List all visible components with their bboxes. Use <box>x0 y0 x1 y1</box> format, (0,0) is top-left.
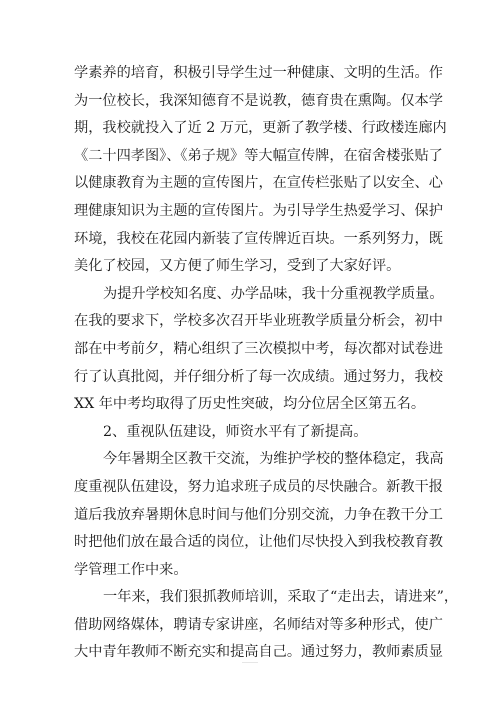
text-line: 为一位校长，我深知德育不是说教，德育贵在熏陶。仅本学 <box>74 92 443 109</box>
paragraph-start-line: 今年暑期全区教干交流，为维护学校的整体稳定，我高 <box>103 451 444 468</box>
text-line: 美化了校园，又方便了师生学习，受到了大家好评。 <box>74 258 401 275</box>
text-line: 部在中考前夕，精心组织了三次模拟中考，每次都对试卷进 <box>74 340 443 357</box>
text-line: 学管理工作中来。 <box>74 561 188 578</box>
text-line: 《二十四孝图》、《弟子规》等大幅宣传牌，在宿舍楼张贴了 <box>74 147 443 164</box>
text-line: 以健康教育为主题的宣传图片，在宣传栏张贴了以安全、心 <box>74 175 443 192</box>
text-line: 环境，我校在花园内新装了宣传牌近百块。一系列努力，既 <box>74 230 443 247</box>
text-line: 期，我校就投入了近 2 万元，更新了教学楼、行政楼连廊内 <box>74 120 447 137</box>
text-line: XX 年中考均取得了历史性突破，均分位居全区第五名。 <box>74 396 426 413</box>
text-line: 理健康知识为主题的宣传图片。为引导学生热爱学习、保护 <box>74 202 443 219</box>
text-line: 时把他们放在最合适的岗位，让他们尽快投入到我校教育教 <box>74 534 443 551</box>
paragraph-start-line: 为提升学校知名度、办学品味，我十分重视教学质量。 <box>103 285 444 302</box>
paragraph-start-line: 一年来，我们狠抓教师培训，采取了“走出去，请进来”， <box>103 589 459 606</box>
text-line: 度重视队伍建设，努力追求班子成员的尽快融合。新教干报 <box>74 478 443 495</box>
text-line: 在我的要求下，学校多次召开毕业班教学质量分析会，初中 <box>74 313 443 330</box>
section-heading: 2、重视队伍建设，师资水平有了新提高。 <box>103 423 368 440</box>
text-line: 道后我放弃暑期休息时间与他们分别交流，力争在教干分工 <box>74 506 443 523</box>
body-text <box>74 60 459 667</box>
text-line: 行了认真批阅，并仔细分析了每一次成绩。通过努力，我校 <box>74 368 443 385</box>
text-line: 学素养的培育，积极引导学生过一种健康、文明的生活。作 <box>74 65 443 81</box>
text-line: 借助网络媒体，聘请专家讲座，名师结对等多种形式，使广 <box>74 616 443 633</box>
text-line: 大中青年教师不断充实和提高自己。通过努力，教师素质显 <box>74 644 443 661</box>
page-divider <box>242 662 258 663</box>
